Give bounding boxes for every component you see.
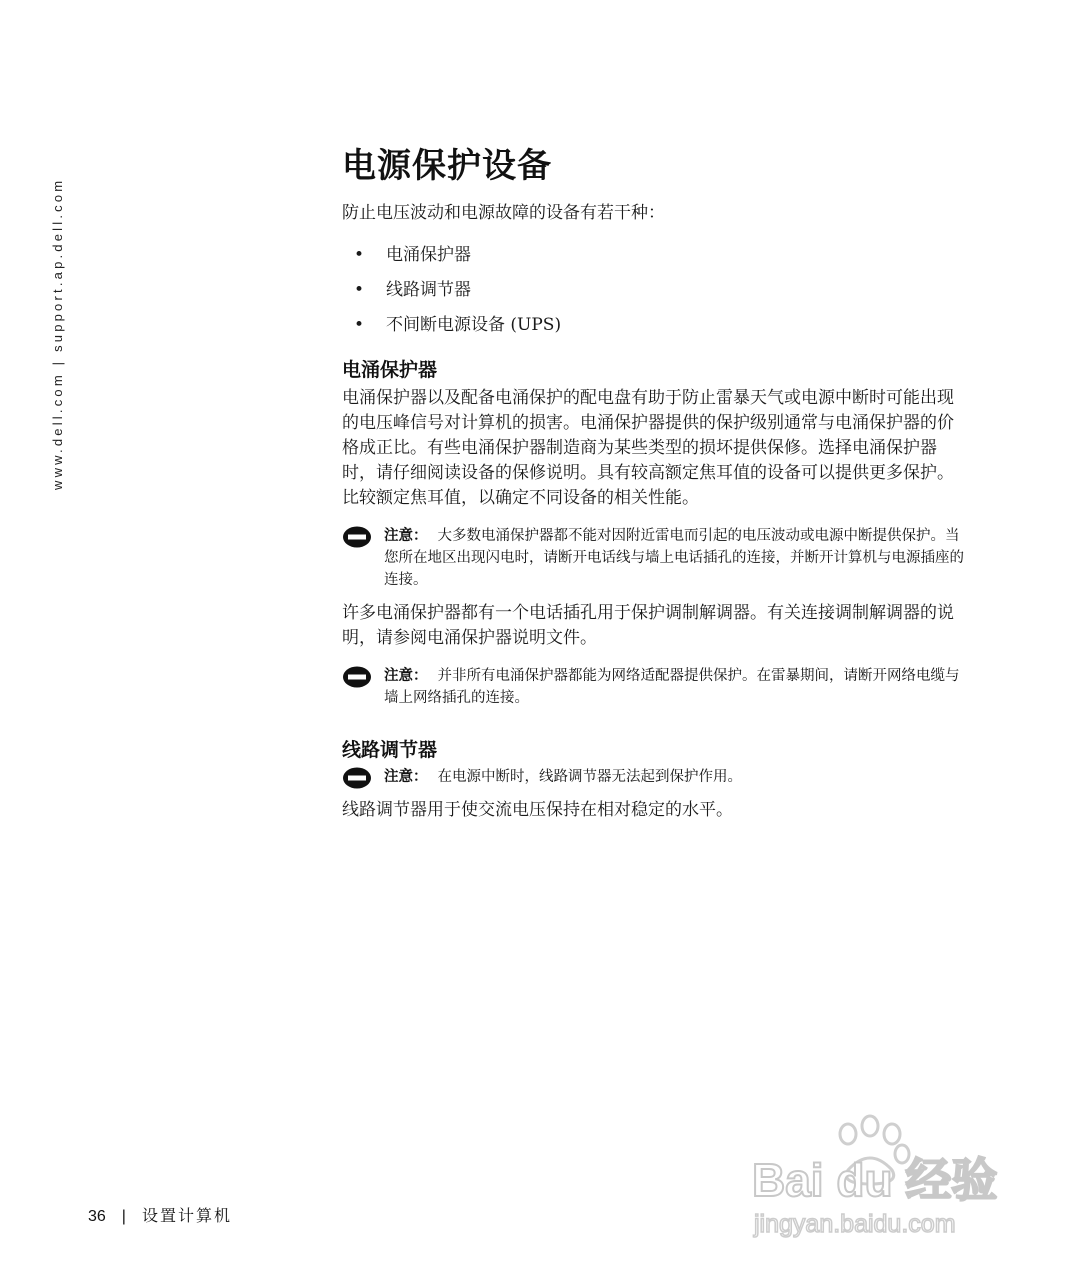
baidu-watermark bbox=[730, 1112, 1020, 1262]
page-title: 电源保护设备 bbox=[342, 146, 552, 186]
list-item-label: 电涌保护器 bbox=[386, 245, 471, 265]
device-list bbox=[342, 238, 967, 343]
notice-icon bbox=[342, 526, 372, 548]
notice-text: 大多数电涌保护器都不能对因附近雷电而引起的电压波动或电源中断提供保护。当您所在地区出现闪电时，请断开电话线与墙上电话插孔的连接，并断开计算机与电源插座的连接。 bbox=[384, 528, 964, 588]
notice-label: 注意： bbox=[384, 528, 428, 544]
watermark-url: jingyan.baidu.com bbox=[754, 1210, 956, 1238]
notice-label: 注意： bbox=[384, 668, 428, 684]
list-item-label: 不间断电源设备 (UPS) bbox=[386, 315, 562, 335]
line-conditioner-paragraph: 线路调节器用于使交流电压保持在相对稳定的水平。 bbox=[342, 800, 733, 820]
list-item-label: 线路调节器 bbox=[386, 280, 471, 300]
surge-paragraph-2: 许多电涌保护器都有一个电话插孔用于保护调制解调器。有关连接调制解调器的说明，请参阅电涌保护器说明文件。 bbox=[342, 603, 954, 648]
sidebar-url: www.dell.com | support.ap.dell.com bbox=[50, 177, 65, 490]
chapter-title: 设置计算机 bbox=[141, 1208, 232, 1225]
watermark-brand: Bai du 经验 bbox=[752, 1154, 998, 1206]
main-content bbox=[342, 138, 967, 823]
list-item bbox=[342, 273, 967, 308]
notice-text: 在电源中断时，线路调节器无法起到保护作用。 bbox=[437, 769, 742, 785]
list-item bbox=[342, 308, 967, 343]
bullet-icon: • bbox=[354, 245, 365, 265]
surge-paragraph: 电涌保护器以及配备电涌保护的配电盘有助于防止雷暴天气或电源中断时可能出现的电压峰信号对计算机的损害。电涌保护器提供的保护级别通常与电涌保护器的价格成正比。有些电涌保护器制造商为某些类型的损坏提供保修。选择电涌保护器时，请仔细阅读设备的保修说明。具有较高额定焦耳值的设备可以提供更多保护。比较额定焦耳值，以确定不同设备的相关性能。 bbox=[342, 388, 954, 508]
page-number: 36 bbox=[88, 1208, 106, 1225]
intro-text: 防止电压波动和电源故障的设备有若干种： bbox=[342, 203, 665, 223]
footer-separator: | bbox=[121, 1208, 126, 1225]
notice-box bbox=[342, 766, 967, 788]
page-footer bbox=[88, 1203, 232, 1226]
bullet-icon: • bbox=[354, 280, 365, 300]
section-heading-surge: 电涌保护器 bbox=[342, 359, 438, 381]
list-item bbox=[342, 238, 967, 273]
notice-box bbox=[342, 525, 967, 591]
section-heading-line-conditioner: 线路调节器 bbox=[342, 739, 438, 761]
notice-icon bbox=[342, 767, 372, 789]
notice-label: 注意： bbox=[384, 769, 428, 785]
notice-box bbox=[342, 665, 967, 709]
notice-icon bbox=[342, 666, 372, 688]
notice-text: 并非所有电涌保护器都能为网络适配器提供保护。在雷暴期间，请断开网络电缆与墙上网络插孔的连接。 bbox=[384, 668, 960, 706]
bullet-icon: • bbox=[354, 315, 365, 335]
